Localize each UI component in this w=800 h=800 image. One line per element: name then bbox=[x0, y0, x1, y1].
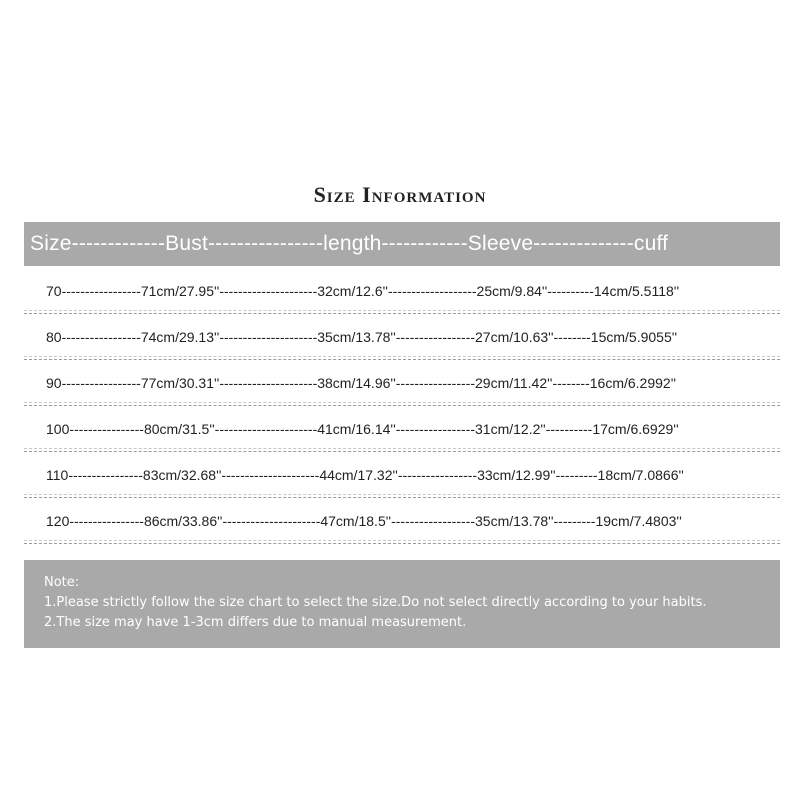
size-table bbox=[24, 268, 780, 544]
page-title: Size Information bbox=[313, 182, 487, 207]
table-row: 80-----------------74cm/29.13''---------------------35cm/13.78''-----------------27cm/10.63''--------15cm/5.9055'' bbox=[24, 314, 780, 360]
table-row: 70-----------------71cm/27.95''---------------------32cm/12.6''-------------------25cm/9.84''----------14cm/5.5118'' bbox=[24, 268, 780, 314]
note-line-1: 1.Please strictly follow the size chart to select the size.Do not select directly according to your habits. bbox=[44, 595, 707, 610]
table-header: Size-------------Bust----------------length------------Sleeve--------------cuff bbox=[24, 222, 780, 266]
note-heading: Note: bbox=[44, 575, 80, 590]
note-box bbox=[24, 560, 780, 648]
note-line-2: 2.The size may have 1-3cm differs due to manual measurement. bbox=[44, 615, 467, 630]
table-row: 110----------------83cm/32.68''---------------------44cm/17.32''-----------------33cm/12.99''---------18cm/7.0866'' bbox=[24, 452, 780, 498]
table-row: 90-----------------77cm/30.31''---------------------38cm/14.96''-----------------29cm/11.42''--------16cm/6.2992'' bbox=[24, 360, 780, 406]
table-row: 120----------------86cm/33.86''---------------------47cm/18.5''------------------35cm/13.78''---------19cm/7.4803'' bbox=[24, 498, 780, 544]
table-row: 100----------------80cm/31.5''----------------------41cm/16.14''-----------------31cm/12.2''----------17cm/6.6929'' bbox=[24, 406, 780, 452]
